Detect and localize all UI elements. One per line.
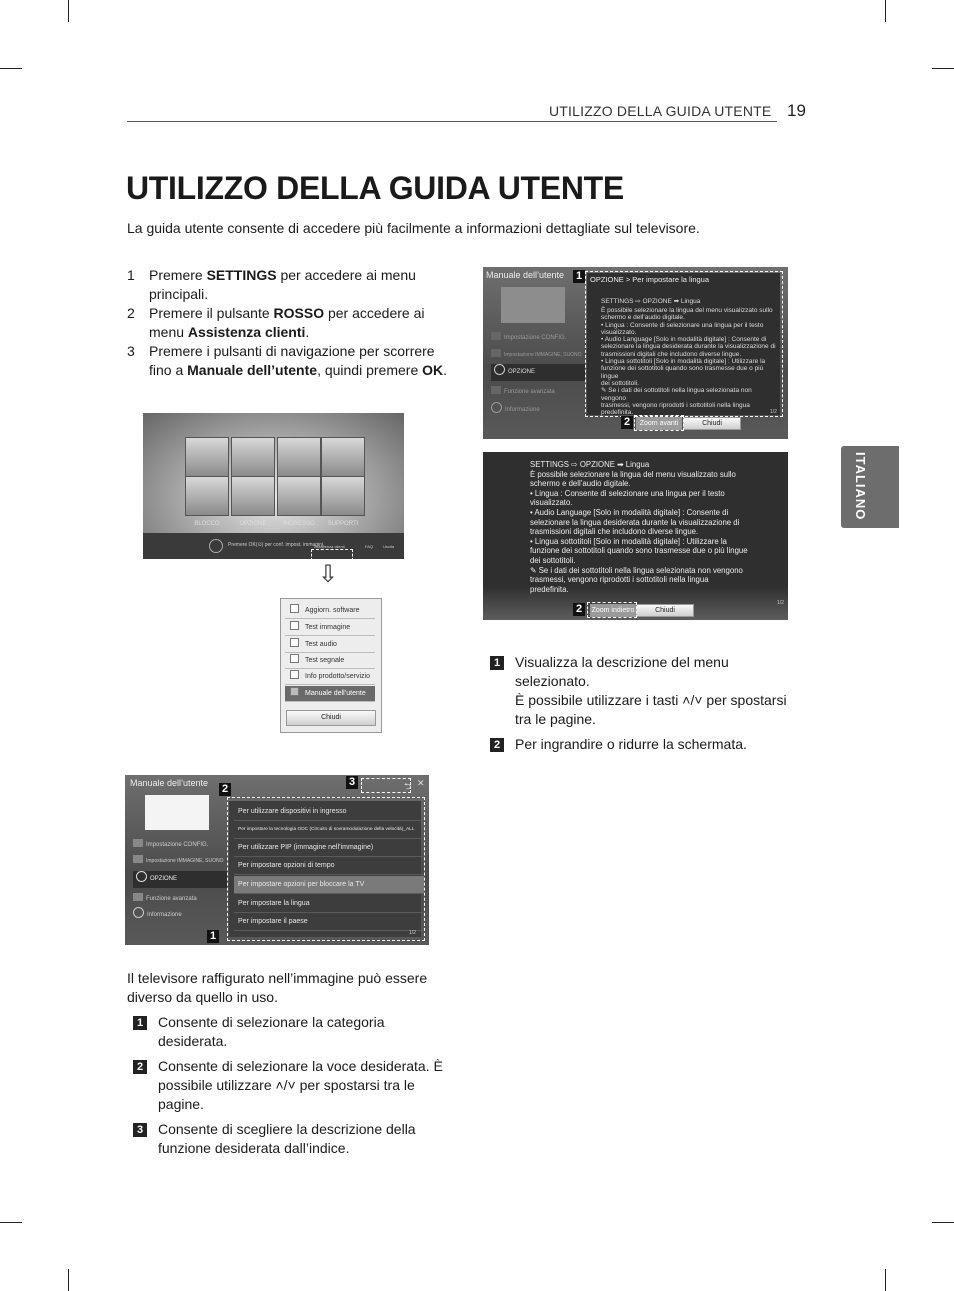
crop-mark bbox=[932, 68, 954, 69]
callout-1: 1 bbox=[573, 270, 585, 283]
gear-icon bbox=[494, 364, 505, 375]
home-menu-screenshot bbox=[143, 413, 404, 559]
callout-1: 1 bbox=[207, 930, 219, 943]
gear-icon bbox=[136, 871, 147, 882]
crop-mark bbox=[885, 0, 886, 22]
manual-index-screenshot bbox=[125, 775, 429, 945]
input-icon: INGRESSO bbox=[277, 476, 321, 516]
step-3: 3 Premere i pulsanti di navigazione per scorrere fino a Manuale dell’utente, quindi premere OK. bbox=[127, 343, 448, 378]
item-panel: Per utilizzare dispositivi in ingresso Per impostare la tecnologia ODC (Circuito di sovramodulazione della velocità)_ALL Per utilizzare PIP (immagine nell’immagine) Per impostare opzioni di tempo Per impostare opzioni per bloccare la TV Per impostare la lingua Per impostare il paese 1/2 bbox=[229, 801, 421, 937]
page-title: UTILIZZO DELLA GUIDA UTENTE bbox=[126, 170, 624, 206]
category-list: Impostazione CONFIG. Impostazione IMMAGINE, SUONO OPZIONE Funzione avanzata Informazione bbox=[491, 330, 585, 420]
preview-thumb bbox=[501, 287, 565, 323]
audio-icon bbox=[231, 437, 275, 477]
menu-item: Test immagine bbox=[285, 620, 375, 636]
category-selected: OPZIONE bbox=[491, 364, 585, 381]
language-tab: ITALIANO bbox=[841, 446, 899, 528]
highlight-dashed bbox=[634, 415, 684, 431]
hint-bar: Premere OK(⊙) per conf. impost. immagini. Assistenza clienti FAQ Uscita bbox=[143, 533, 404, 559]
note-item-1: 1 Consente di selezionare la categoria desiderata. bbox=[133, 1013, 448, 1051]
highlight-dashed bbox=[587, 602, 637, 618]
highlight-dashed bbox=[227, 797, 425, 941]
menu-item: Aggiorn. software bbox=[285, 603, 375, 619]
zoom-out-button: Zoom indietro bbox=[590, 604, 636, 617]
list-item-selected: Per impostare opzioni per bloccare la TV bbox=[234, 876, 424, 894]
back-icon: ⮌ bbox=[404, 781, 412, 791]
support-menu-screenshot bbox=[280, 598, 382, 733]
option-icon: OPZIONE bbox=[231, 476, 275, 516]
lock-icon: BLOCCO bbox=[185, 476, 229, 516]
step-1: 1 Premere SETTINGS per accedere ai menu principali. bbox=[127, 267, 416, 302]
callout-3: 3 bbox=[346, 776, 358, 789]
step-2: 2 Premere il pulsante ROSSO per accedere ai menu Assistenza clienti. bbox=[127, 305, 425, 340]
close-button: Chiudi bbox=[683, 417, 741, 430]
category-list: Impostazione CONFIG. Impostazione IMMAGINE, SUONO OPZIONE Funzione avanzata Informazione bbox=[133, 837, 229, 927]
highlight-dashed bbox=[585, 271, 783, 417]
header-rule bbox=[127, 121, 777, 122]
close-button: Chiudi bbox=[636, 604, 694, 617]
note-right-2: 2 Per ingrandire o ridurre la schermata. bbox=[490, 735, 810, 754]
close-button: Chiudi bbox=[286, 710, 376, 726]
settings-icon bbox=[277, 437, 321, 477]
callout-2: 2 bbox=[219, 783, 231, 796]
note-item-3: 3 Consente di scegliere la descrizione della funzione desiderata dall’indice. bbox=[133, 1120, 448, 1158]
intro-text: La guida utente consente di accedere più facilmente a informazioni dettagliate sul televisore. bbox=[127, 220, 700, 236]
crop-mark bbox=[0, 1222, 22, 1223]
zoomed-detail-screenshot: SETTINGS ⇨ OPZIONE ➡ Lingua È possibile selezionare la lingua del menu visualizzato sullo schermo e dell’audio digitale. • Lingua : Consente di selezionare una lingua per il testo visualizzato. • Audio Language [Solo in modalità digitale] : Consente di selezionare la lingua desiderata durante la visualizzazione di trasmissioni digitali che includono diverse lingue. • Lingua sottotitoli [Solo in modalità digitale] : Utilizzare la funzione dei sottotitoli quando sono trasmesse due o più lingue dei sottotitoli. ✎ Se i dati dei sottotitoli nella lingua selezionata non vengono trasmessi, vengono riprodotti i sottotitoli nella lingua predefinita. Zoom indietro Chiudi 1/2 2 bbox=[483, 452, 788, 620]
description-panel: OPZIONE > Per impostare la lingua SETTINGS ⇨ OPZIONE ➡ Lingua È possibile selezionare la lingua del menu visualizzato sullo schermo e dell’audio digitale. • Lingua : Consente di selezionare una lingua per il testo visualizzato. • Audio Language [Solo in modalità digitale] : Consente di selezionare la lingua desiderata durante la visualizzazione di trasmissioni digitali che includono diverse lingue. • Lingua sottotitoli [Solo in modalità digitale] : Utilizzare la funzione dei sottotitoli quando sono trasmesse due o più lingue dei sottotitoli. ✎ Se i dati dei sottotitoli nella lingua selezionata non vengono trasmessi, vengono riprodotti i sottotitoli nella lingua predefinita. 1/2 bbox=[587, 273, 780, 415]
menu-item: Test segnale bbox=[285, 653, 375, 669]
screen-title: Manuale dell’utente bbox=[130, 778, 209, 788]
crop-mark bbox=[0, 68, 22, 69]
menu-item-selected: Manuale dell’utente bbox=[285, 686, 375, 702]
time-icon bbox=[321, 437, 365, 477]
picture-icon bbox=[185, 437, 229, 477]
page-number: 19 bbox=[787, 101, 806, 120]
description-text: È possibile selezionare la lingua del menu visualizzato sullo schermo e dell’audio digitale. • Lingua : Consente di selezionare una lingua per il testo visualizzato. • Audio Language [Solo in modalità digitale] : Consente di selezionare la lingua desiderata durante la visualizzazione di trasmissioni digitali che includono diverse lingue. • Lingua sottotitoli [Solo in modalità digitale] : Utilizzare la funzione dei sottotitoli quando sono trasmesse due o più lingue dei sottotitoli. ✎ Se i dati dei sottotitoli nella lingua selezionata non vengono trasmessi, vengono riprodotti i sottotitoli nella lingua predefinita. bbox=[601, 307, 776, 417]
down-arrow-icon: ⇩ bbox=[318, 561, 339, 588]
manual-detail-screenshot: Manuale dell’utente Impostazione CONFIG. Impostazione IMMAGINE, SUONO OPZIONE Funzione avanzata Informazione OPZIONE > Per impostare la lingua SETTINGS ⇨ OPZIONE ➡ Lingua È possibile selezionare la lingua del menu visualizzato sullo schermo e dell’audio digitale. • Lingua : Consente di selezionare una lingua per il testo visualizzato. • Audio Language [Solo in modalità digitale] : Consente di selezionare la lingua desiderata durante la visualizzazione di trasmissioni digitali che includono diverse lingue. • Lingua sottotitoli [Solo in modalità digitale] : Utilizzare la funzione dei sottotitoli quando sono trasmesse due o più lingue dei sottotitoli. ✎ Se i dati dei sottotitoli nella lingua selezionata non vengono trasmessi, vengono riprodotti i sottotitoli nella lingua predefinita. 1/2 Zoom avanti Chiudi 1 2 bbox=[483, 267, 788, 439]
callout-2: 2 bbox=[573, 603, 585, 616]
menu-item: Test audio bbox=[285, 637, 375, 653]
highlight-dashed bbox=[311, 549, 353, 559]
media-icon: SUPPORTI bbox=[321, 476, 365, 516]
note-item-2: 2 Consente di selezionare la voce desiderata. È possibile utilizzare ˄/˅ per spostarsi tra le pagine. bbox=[133, 1057, 448, 1114]
crop-mark bbox=[932, 1222, 954, 1223]
ok-icon bbox=[209, 539, 223, 553]
crop-mark bbox=[68, 0, 69, 22]
callout-2: 2 bbox=[621, 416, 633, 429]
crop-mark bbox=[885, 1269, 886, 1291]
note-right-1: 1 Visualizza la descrizione del menu selezionato. È possibile utilizzare i tasti ˄/˅ per spostarsi tra le pagine. bbox=[490, 653, 810, 729]
close-icon: ✕ bbox=[417, 778, 425, 788]
note-intro: Il televisore raffigurato nell’immagine può essere diverso da quello in uso. bbox=[127, 970, 428, 1005]
menu-item: Info prodotto/servizio bbox=[285, 669, 375, 685]
crop-mark bbox=[68, 1269, 69, 1291]
zoom-in-button: Zoom avanti bbox=[636, 417, 682, 430]
running-header: UTILIZZO DELLA GUIDA UTENTE bbox=[549, 103, 772, 119]
zoomed-text: SETTINGS ⇨ OPZIONE ➡ Lingua È possibile selezionare la lingua del menu visualizzato sullo schermo e dell’audio digitale. • Lingua : Consente di selezionare una lingua per il testo visualizzato. • Audio Language [Solo in modalità digitale] : Consente di selezionare la lingua desiderata durante la visualizzazione di trasmissioni digitali che includono diverse lingue. • Lingua sottotitoli [Solo in modalità digitale] : Utilizzare la funzione dei sottotitoli quando sono trasmesse due o più lingue dei sottotitoli. ✎ Se i dati dei sottotitoli nella lingua selezionata non vengono trasmessi, vengono riprodotti i sottotitoli nella lingua predefinita. bbox=[530, 460, 748, 594]
preview-thumb bbox=[145, 795, 209, 830]
category-selected: OPZIONE bbox=[133, 871, 227, 888]
